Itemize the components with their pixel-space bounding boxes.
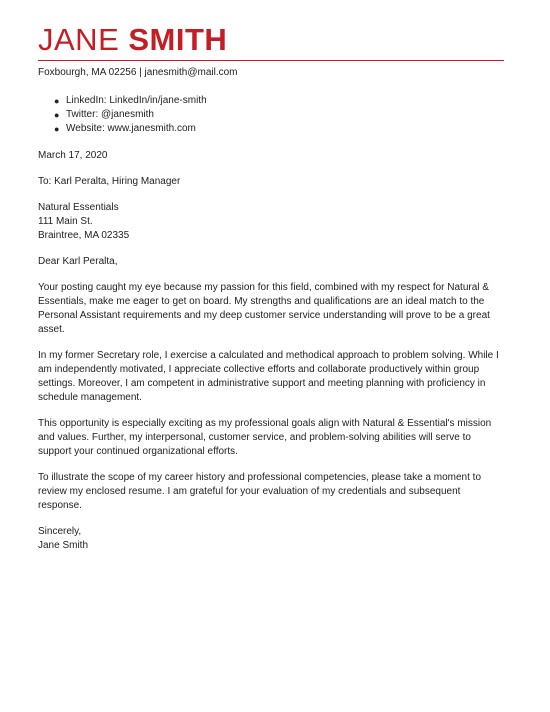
list-item-twitter [54,108,504,122]
body-paragraph-3: This opportunity is especially exciting as my professional goals align with Natural & Essential's mission and values. Further, my interpersonal, customer service, and problem-solving abilities will serve to support your continued organizational efforts. [38,418,492,457]
website-text: Website: www.janesmith.com [66,123,196,134]
body-paragraph-1: Your posting caught my eye because my passion for this field, combined with my respect for Natural & Essentials, make me eager to get on board. My strengths and qualifications are an ideal match to the Personal Assistant requirements and my deep customer service understanding will prove to be a great asset. [38,282,490,335]
salutation: Dear Karl Peralta, [38,256,118,267]
list-item-website [54,122,504,136]
body-paragraph-4: To illustrate the scope of my career history and professional competencies, please take a moment to review my enclosed resume. I am grateful for your evaluation of my credentials and subsequent response. [38,472,482,511]
last-name: SMITH [128,22,228,57]
recipient-line: To: Karl Peralta, Hiring Manager [38,176,181,187]
header-divider [38,60,504,61]
recipient-address [38,201,504,243]
applicant-name [38,22,504,58]
list-item-linkedin [54,94,504,108]
closing [38,525,504,553]
bullet-icon: ● [54,124,60,134]
bullet-icon: ● [54,96,60,106]
body-paragraph-2: In my former Secretary role, I exercise a calculated and methodical approach to problem solving. While I am independently motivated, I appreciate collective efforts and collaborate productively within group settings. Moreover, I am competent in administrative support and meeting planning with proficiency in schedule management. [38,350,499,403]
city-state-zip: Braintree, MA 02335 [38,230,130,241]
twitter-text: Twitter: @janesmith [66,109,154,120]
bullet-icon: ● [54,110,60,120]
letter-date: March 17, 2020 [38,150,108,161]
signature-name: Jane Smith [38,540,89,551]
signoff: Sincerely, [38,526,82,537]
linkedin-text: LinkedIn: LinkedIn/in/jane-smith [66,95,207,106]
street-address: 111 Main St. [38,216,93,227]
links-list [38,94,504,136]
company-name: Natural Essentials [38,202,119,213]
contact-line: Foxbourgh, MA 02256 | janesmith@mail.com [38,67,238,78]
first-name: JANE [38,22,120,57]
cover-letter [38,22,504,553]
